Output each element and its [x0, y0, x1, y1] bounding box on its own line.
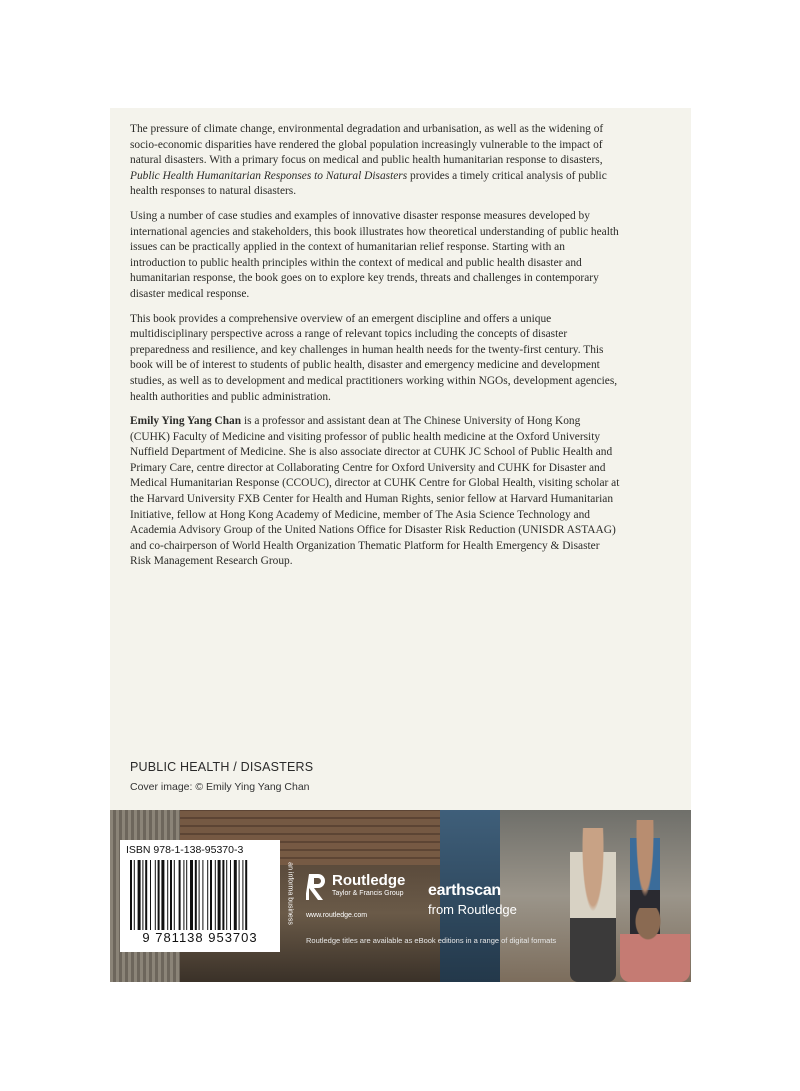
subject-category: PUBLIC HEALTH / DISASTERS: [130, 760, 314, 774]
barcode-bar: [183, 860, 184, 930]
cover-image-credit: Cover image: © Emily Ying Yang Chan: [130, 781, 310, 793]
barcode-bar: [199, 860, 200, 930]
blurb-paragraph-3: This book provides a comprehensive overview of an emergent discipline and offers a unique multidisciplinary perspective across a range of relevant topics including the concepts of disaster preparedness and resilience, and key challenges in human health needs for the twenty-first century. This book will be of interest to students of public health, disaster and emergency medicine and development studies, as well as to development and medical practitioners working within NGOs, development agencies, health authorities and public administration.: [130, 312, 618, 403]
barcode-bar: [242, 860, 243, 930]
cover-photo: [110, 810, 691, 982]
barcode-bar: [210, 860, 212, 930]
informa-vertical-text: [284, 842, 296, 952]
barcode-bar: [190, 860, 193, 930]
author-bio: [130, 414, 620, 570]
ebook-note: Routledge titles are available as eBook editions in a range of digital formats: [306, 936, 557, 945]
routledge-url: www.routledge.com: [306, 912, 368, 919]
barcode-bar: [245, 860, 247, 930]
barcode-bar: [138, 860, 141, 930]
barcode-bar: [161, 860, 164, 930]
barcode-bar: [222, 860, 224, 930]
blurb-text: [130, 122, 620, 570]
author-bio-text: is a professor and assistant dean at The Chinese University of Hong Kong (CUHK) Faculty of Medicine and visiting professor of public health medicine at the Oxford University Nuffield Department of Medicine. She is also associate director at CUHK JC School of Public Health and Primary Care, centre director at Collaborating Centre for Oxford University and CUHK for Disaster and Medical Humanitarian Response (CCOUC), director at CUHK Centre for Global Health, visiting scholar at the Harvard University FXB Center for Health and Human Rights, senior fellow at Harvard Humanitarian Initiative, fellow at Hong Kong Academy of Medicine, member of The Asia Science Technology and Academia Advisory Group of the United Nations Office for Disaster Risk Reduction (UNISDR ASTAAG) and co-chairperson of World Health Organization Thematic Platform for Health Emergency & Disaster Risk Management Research Group.: [130, 415, 620, 568]
isbn-label: ISBN 978-1-138-95370-3: [126, 844, 244, 856]
blurb-p1-end: provides a timely critical analysis of public health responses to natural disasters.: [130, 169, 607, 198]
barcode-bar: [239, 860, 240, 930]
barcode-bar: [134, 860, 135, 930]
routledge-name: Routledge: [332, 872, 406, 889]
blurb-p1-start: The pressure of climate change, environmental degradation and urbanisation, as well as the widening of socio-economic disparities have rendered the global population increasingly vulnerable to the impact of natural disasters. With a primary focus on medical and public health humanitarian response to disasters,: [130, 123, 604, 167]
barcode-bar: [167, 860, 168, 930]
blurb-paragraph-2: Using a number of case studies and examples of innovative disaster response measures developed by international agencies and stakeholders, this book illustrates how theoretical understanding of public health issues can be practically applied in the context of humanitarian relief response. Starting with an introduction to public health principles within the context of medical and public health disaster and humanitarian response, the book goes on to explore key trends, threats and challenges in contemporary disaster medical response.: [130, 209, 619, 300]
barcode-bar: [179, 860, 181, 930]
barcode-bar: [226, 860, 227, 930]
barcode-bar: [174, 860, 175, 930]
back-cover: [110, 108, 691, 982]
barcode-bar: [215, 860, 216, 930]
earthscan-logo: [428, 882, 546, 926]
barcode-bar: [158, 860, 160, 930]
barcode-bar: [207, 860, 208, 930]
barcode-bar: [230, 860, 231, 930]
barcode-bar: [202, 860, 203, 930]
book-title-italic: Public Health Humanitarian Responses to Natural Disasters: [130, 169, 408, 182]
barcode-bar: [195, 860, 197, 930]
barcode-bar: [145, 860, 147, 930]
informa-text: an informa business: [286, 862, 294, 925]
barcode-bar: [170, 860, 172, 930]
photo-person: [570, 828, 616, 982]
barcode-number: 9 781138 953703: [142, 930, 258, 945]
barcode-bar: [155, 860, 156, 930]
barcode-image: [128, 860, 274, 930]
author-name: Emily Ying Yang Chan: [130, 415, 242, 428]
barcode-bar: [142, 860, 143, 930]
photo-person: [620, 908, 690, 982]
barcode-bar: [150, 860, 151, 930]
barcode-bar: [234, 860, 237, 930]
barcode-panel: [120, 840, 280, 952]
routledge-r-icon: [306, 872, 328, 902]
routledge-subtitle: Taylor & Francis Group: [332, 890, 404, 897]
earthscan-name: earthscan: [428, 882, 501, 899]
blurb-paragraph-1: [130, 122, 620, 200]
barcode-bar: [218, 860, 221, 930]
barcode-bar: [130, 860, 132, 930]
routledge-logo: [306, 872, 424, 926]
earthscan-subtitle: from Routledge: [428, 902, 517, 917]
barcode-bar: [186, 860, 187, 930]
